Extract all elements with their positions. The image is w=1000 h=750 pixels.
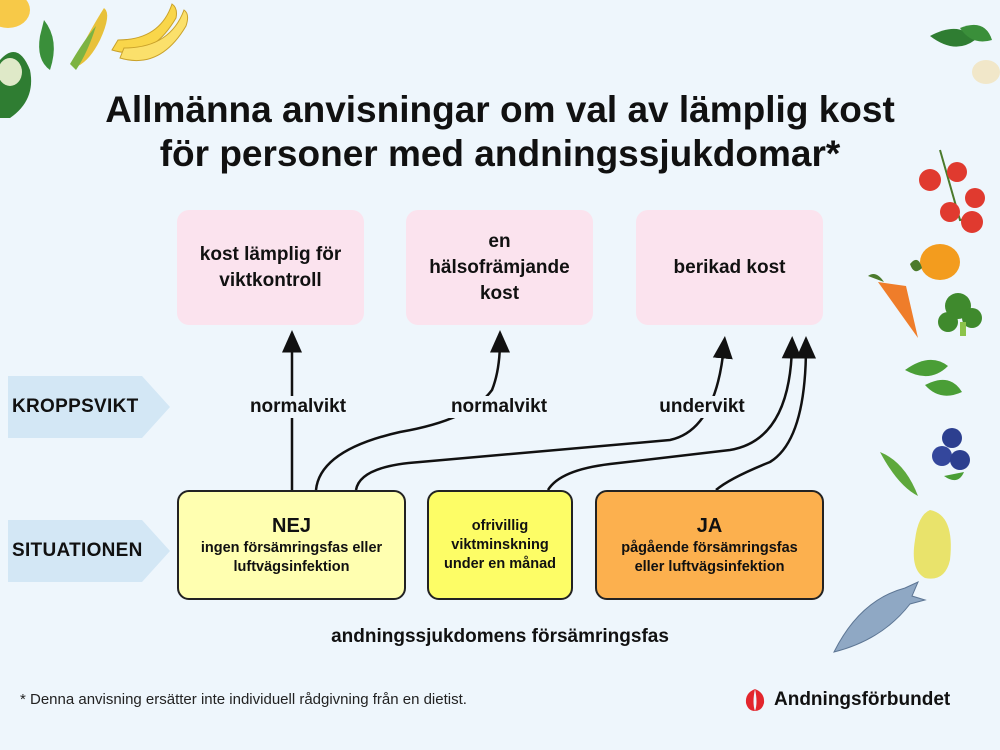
situation-heading: JA (696, 515, 723, 537)
footnote: * Denna anvisning ersätter inte individuell rådgivning från en dietist. (20, 691, 467, 708)
edge-label-normal-weight: normalvikt (246, 396, 350, 418)
edge-label-normal-weight: normalvikt (447, 396, 551, 418)
title-line-1: Allmänna anvisningar om val av lämplig kost (105, 89, 895, 130)
situation-no-exacerbation (177, 490, 406, 600)
arrow-ja-to-enriched (716, 346, 806, 490)
arrow-nej-to-enriched (356, 346, 724, 490)
outcome-enriched-diet (636, 210, 823, 325)
outcome-label: kost lämplig för viktkontroll (199, 243, 342, 291)
edge-label-underweight: undervikt (655, 396, 749, 418)
title-line-2: för personer med andningssjukdomar* (159, 133, 841, 174)
row-label-text: SITUATIONEN (12, 540, 143, 561)
situation-exacerbation (595, 490, 824, 600)
outcome-health-promoting-diet (406, 210, 593, 325)
situation-text: pågående försämringsfas eller luftvägsinfektion (621, 540, 798, 575)
outcome-label: en hälsofrämjande kost (429, 230, 570, 304)
situation-heading: NEJ (272, 515, 311, 537)
row-label-body-weight (8, 376, 170, 438)
situation-text: ingen försämringsfas eller luftvägsinfektion (200, 540, 383, 575)
brand-name: Andningsförbundet (774, 689, 951, 710)
brand-logo (742, 687, 950, 713)
row-label-situation (8, 520, 170, 582)
row-label-text: KROPPSVIKT (12, 396, 139, 417)
brand-logo-icon (742, 687, 768, 713)
outcome-label: berikad kost (673, 256, 786, 278)
situation-text: ofrivillig viktminskning under en månad (444, 517, 556, 572)
axis-caption: andningssjukdomens försämringsfas (331, 626, 669, 647)
outcome-weight-control-diet (177, 210, 364, 325)
situation-weight-loss (427, 490, 573, 600)
